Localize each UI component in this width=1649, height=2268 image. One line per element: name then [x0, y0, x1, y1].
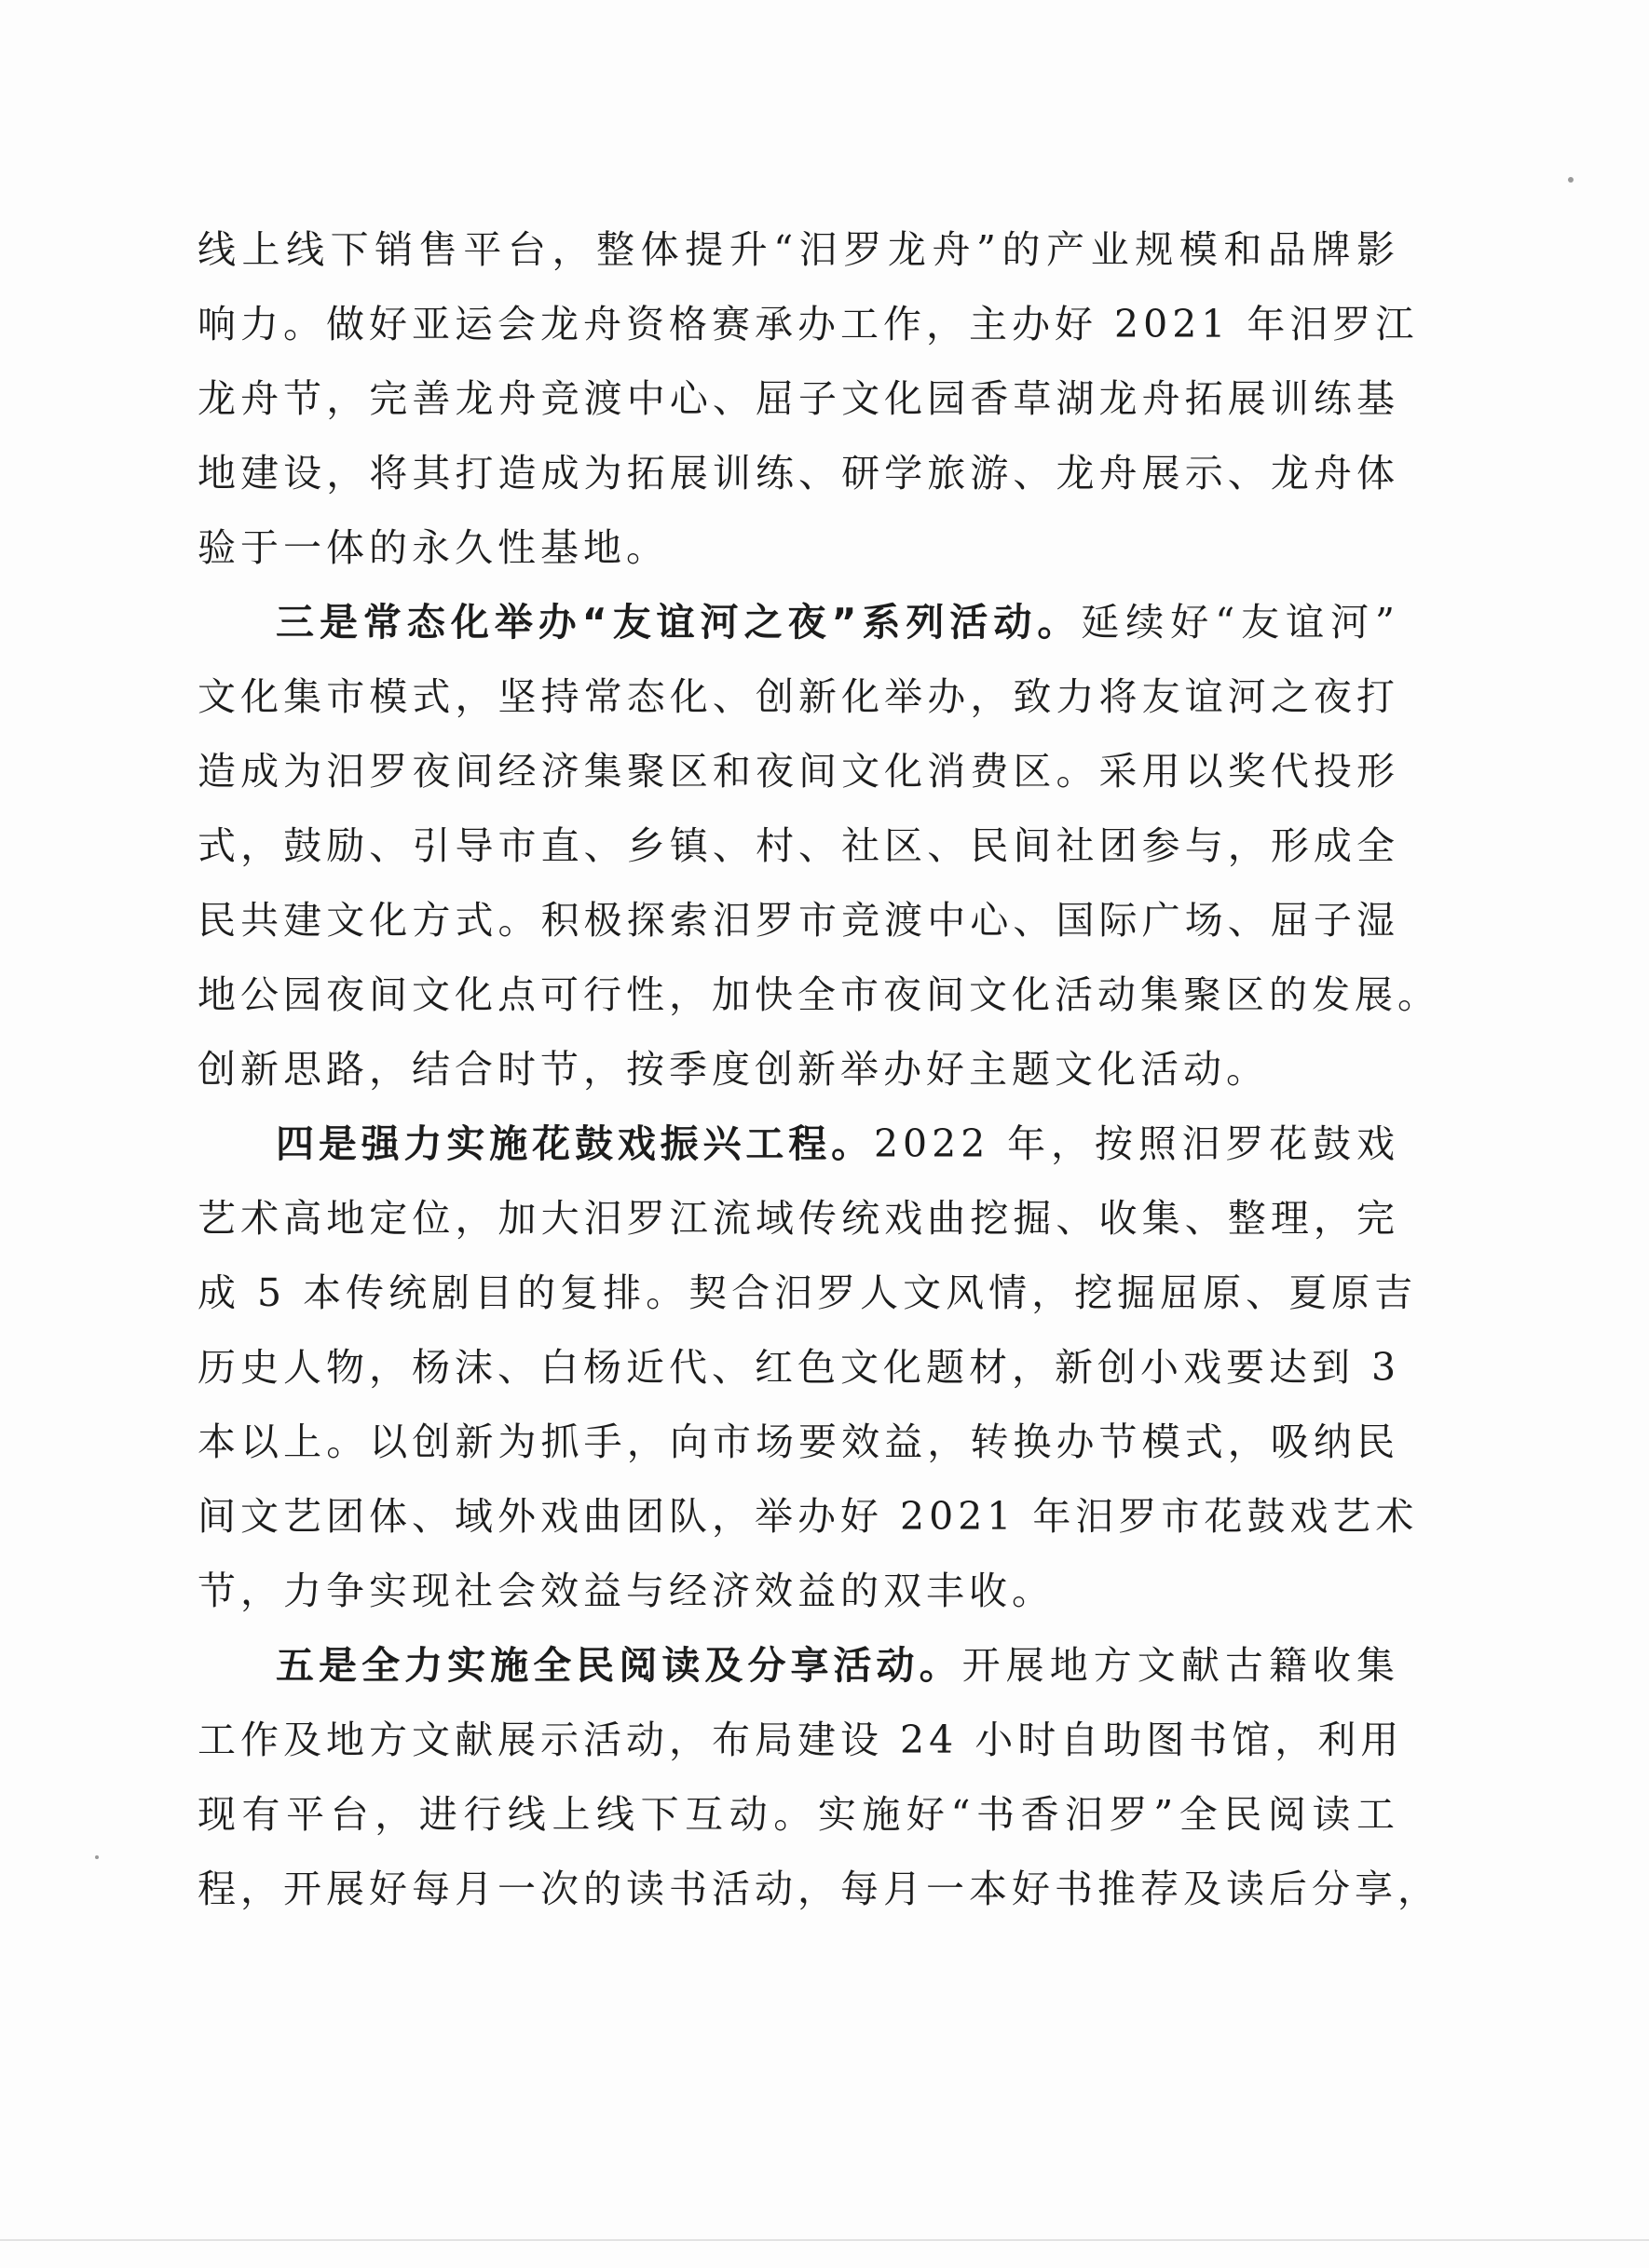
paragraph-first-line: [198, 1628, 1399, 1703]
heading-trailing-text: 2022 年，按照汨罗花鼓戏: [873, 1121, 1400, 1166]
paragraph-huagu-opera: [198, 1107, 1419, 1628]
text-line: 创新思路，结合时节，按季度创新举办好主题文化活动。: [198, 1047, 1269, 1092]
text-line: 艺术高地定位，加大汨罗江流域传统戏曲挖掘、收集、整理，完: [198, 1196, 1399, 1241]
paragraph-heading: 三是常态化举办“友谊河之夜”系列活动。: [276, 600, 1082, 645]
text-line: 节，力争实现社会效益与经济效益的双丰收。: [198, 1569, 1055, 1613]
text-line: 工作及地方文献展示活动，布局建设 24 小时自助图书馆，利用: [198, 1718, 1404, 1762]
text-line: 间文艺团体、域外戏曲团队，举办好 2021 年汨罗市花鼓戏艺术: [198, 1494, 1419, 1539]
text-line: 历史人物，杨沫、白杨近代、红色文化题材，新创小戏要达到 3: [198, 1345, 1401, 1390]
text-line: 线上线下销售平台，整体提升“汨罗龙舟”的产业规模和品牌影: [198, 227, 1399, 272]
text-line: 响力。做好亚运会龙舟资格赛承办工作，主办好 2021 年汨罗江: [198, 302, 1419, 346]
paragraph-heading: 四是强力实施花鼓戏振兴工程。: [276, 1121, 874, 1166]
document-body: [198, 212, 1440, 1926]
text-line: 式，鼓励、引导市直、乡镇、村、社区、民间社团参与，形成全: [198, 823, 1399, 868]
paragraph-first-line: [198, 1107, 1399, 1181]
text-line: 造成为汨罗夜间经济集聚区和夜间文化消费区。采用以奖代投形: [198, 749, 1399, 794]
text-line: 本以上。以创新为抓手，向市场要效益，转换办节模式，吸纳民: [198, 1419, 1399, 1464]
scan-edge-line: [0, 2239, 1649, 2241]
text-line: 地公园夜间文化点可行性，加快全市夜间文化活动集聚区的发展。: [198, 972, 1440, 1017]
text-line: 龙舟节，完善龙舟竞渡中心、屈子文化园香草湖龙舟拓展训练基: [198, 376, 1399, 421]
text-line: 地建设，将其打造成为拓展训练、研学旅游、龙舟展示、龙舟体: [198, 451, 1399, 496]
heading-trailing-text: 开展地方文献古籍收集: [961, 1643, 1399, 1688]
paragraph-first-line: [198, 585, 1399, 659]
paragraph-continuation: [198, 212, 1419, 585]
paragraph-reading-activities: [198, 1628, 1440, 1926]
paragraph-night-activities: [198, 585, 1440, 1107]
text-line: 民共建文化方式。积极探索汨罗市竞渡中心、国际广场、屈子湿: [198, 898, 1399, 943]
text-line: 成 5 本传统剧目的复排。契合汨罗人文风情，挖掘屈原、夏原吉: [198, 1270, 1418, 1315]
text-line: 文化集市模式，坚持常态化、创新化举办，致力将友谊河之夜打: [198, 674, 1399, 719]
scan-speck: [95, 1855, 99, 1859]
paragraph-heading: 五是全力实施全民阅读及分享活动。: [276, 1643, 962, 1688]
text-line: 现有平台，进行线上线下互动。实施好“书香汨罗”全民阅读工: [198, 1792, 1399, 1837]
heading-trailing-text: 延续好“友谊河”: [1081, 600, 1399, 645]
text-line: 程，开展好每月一次的读书活动，每月一本好书推荐及读后分享，: [198, 1867, 1440, 1911]
text-line: 验于一体的永久性基地。: [198, 525, 669, 570]
scan-speck: [1568, 177, 1574, 183]
